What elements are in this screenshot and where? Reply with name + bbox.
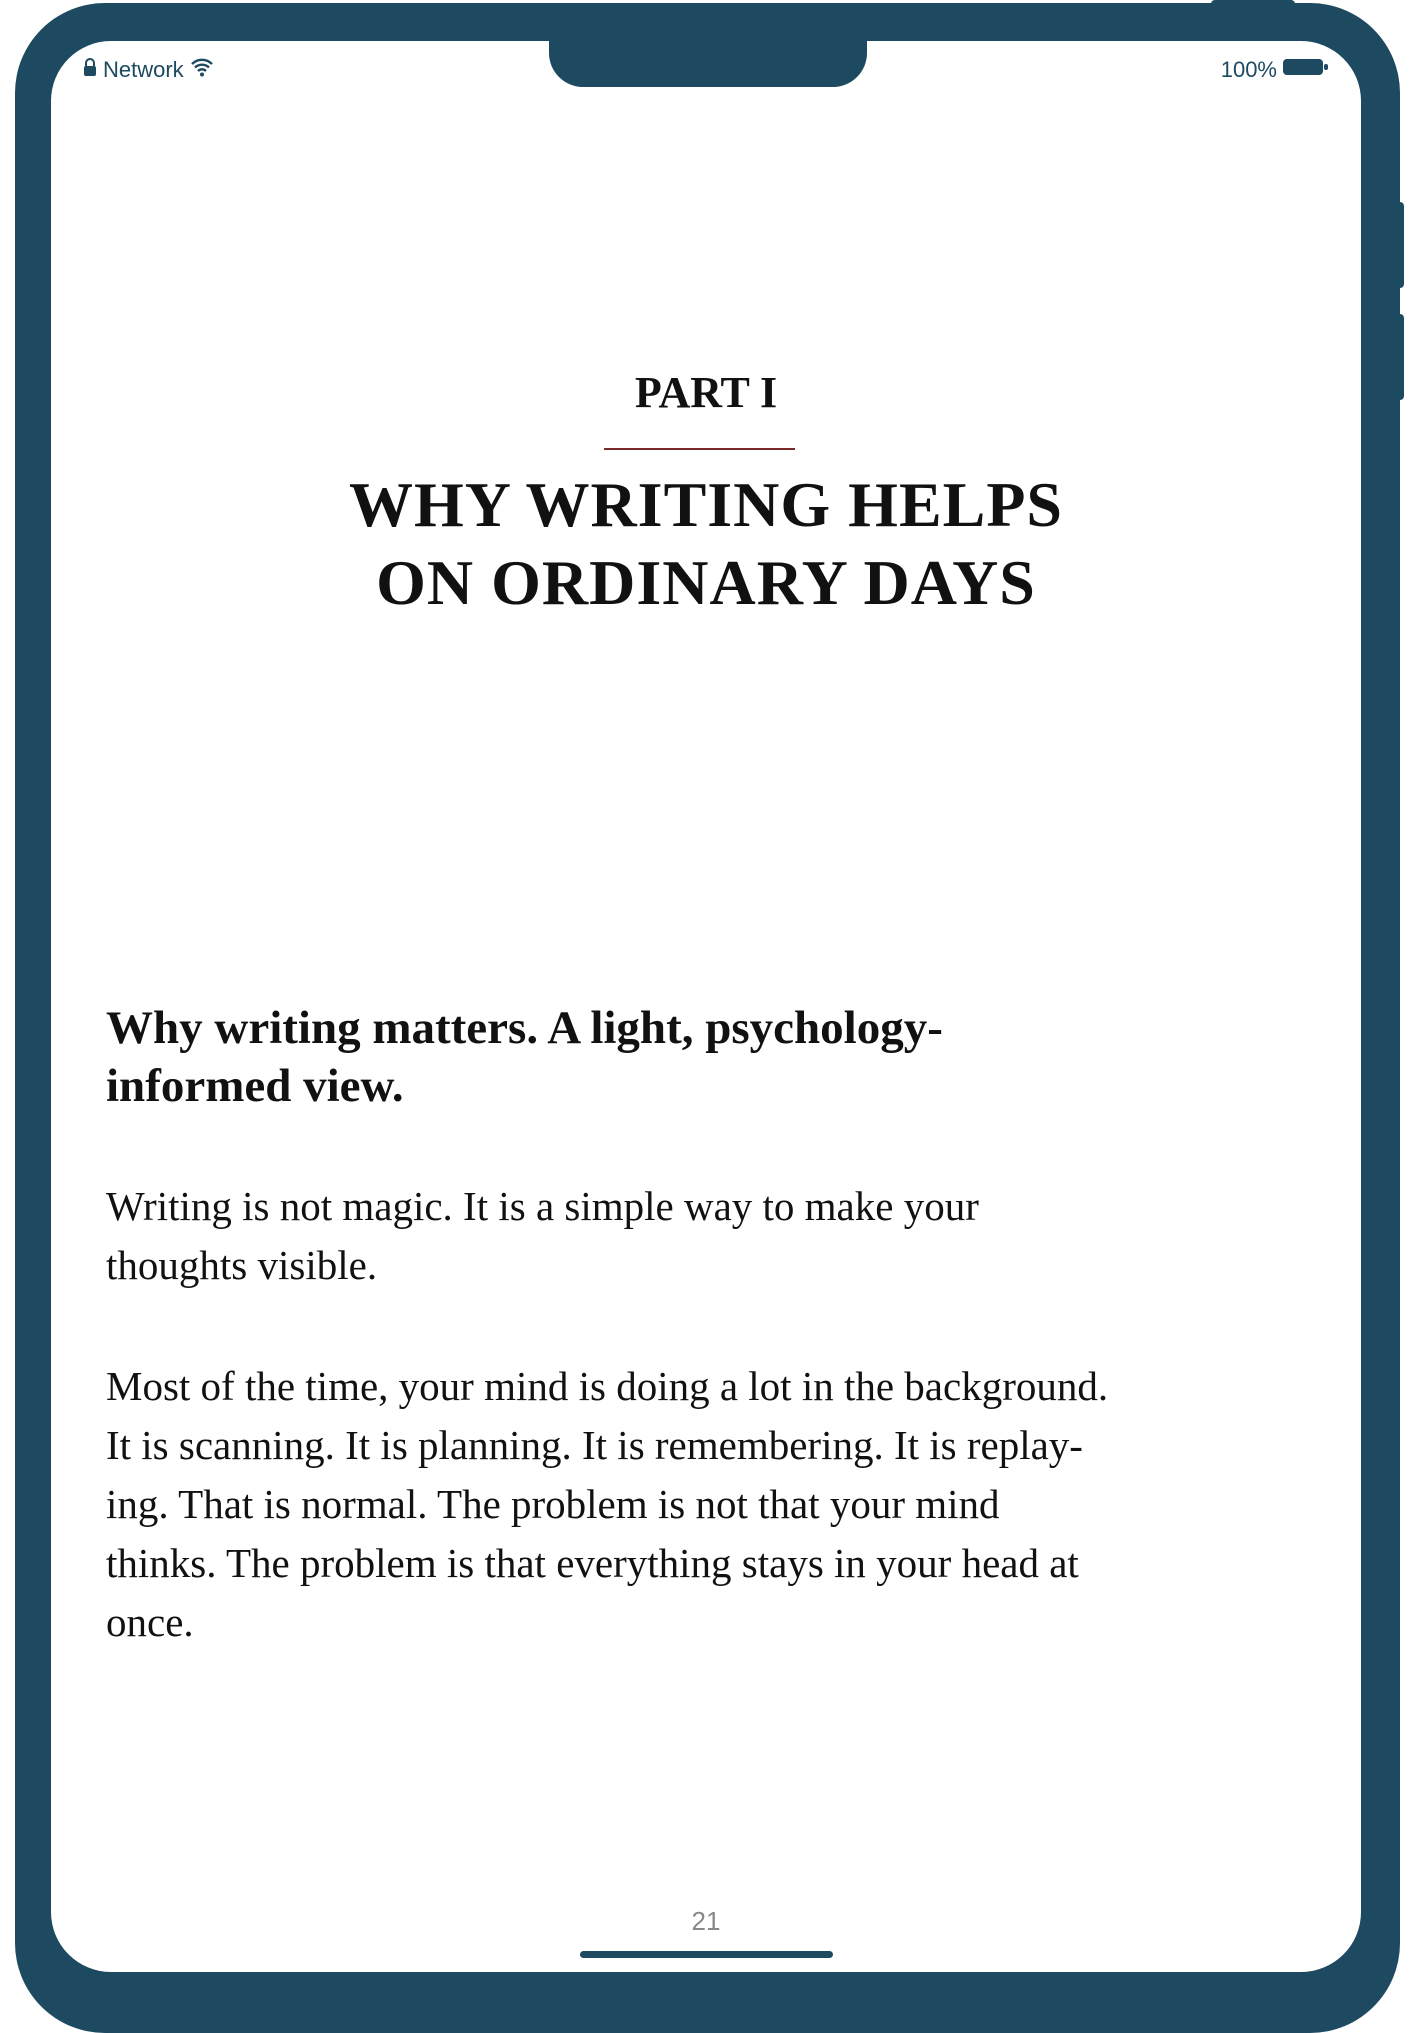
text-line: Most of the time, your mind is doing a lot in the background. — [106, 1363, 1109, 1409]
text-line: Writing is not magic. It is a simple way to make your — [106, 1183, 979, 1229]
text-line: ing. That is normal. The problem is not that your mind — [106, 1481, 1000, 1527]
paragraph — [106, 1177, 979, 1295]
section-heading — [106, 999, 943, 1115]
network-label: Network — [103, 57, 184, 82]
home-indicator[interactable] — [580, 1951, 833, 1958]
screen — [51, 41, 1361, 1972]
heading-line: informed view. — [106, 1060, 404, 1112]
text-line: once. — [106, 1599, 194, 1645]
volume-down-button[interactable] — [1392, 314, 1404, 400]
heading-line: Why writing matters. A light, psychology- — [106, 1002, 943, 1054]
text-line: thinks. The problem is that everything stays in your head at — [106, 1540, 1079, 1586]
book-page[interactable] — [51, 41, 1361, 1972]
text-line: thoughts visible. — [106, 1242, 378, 1288]
title-line: ON ORDINARY DAYS — [376, 547, 1036, 618]
top-button[interactable] — [1211, 0, 1295, 10]
text-line: It is scanning. It is planning. It is remembering. It is replay- — [106, 1422, 1083, 1468]
page-number: 21 — [691, 1906, 721, 1936]
battery-label: 100% — [1220, 57, 1277, 82]
paragraph — [106, 1357, 1108, 1652]
part-title — [51, 466, 1361, 622]
part-label: PART I — [634, 368, 778, 417]
title-line: WHY WRITING HELPS — [348, 469, 1064, 540]
title-divider — [604, 448, 795, 450]
volume-up-button[interactable] — [1392, 202, 1404, 288]
